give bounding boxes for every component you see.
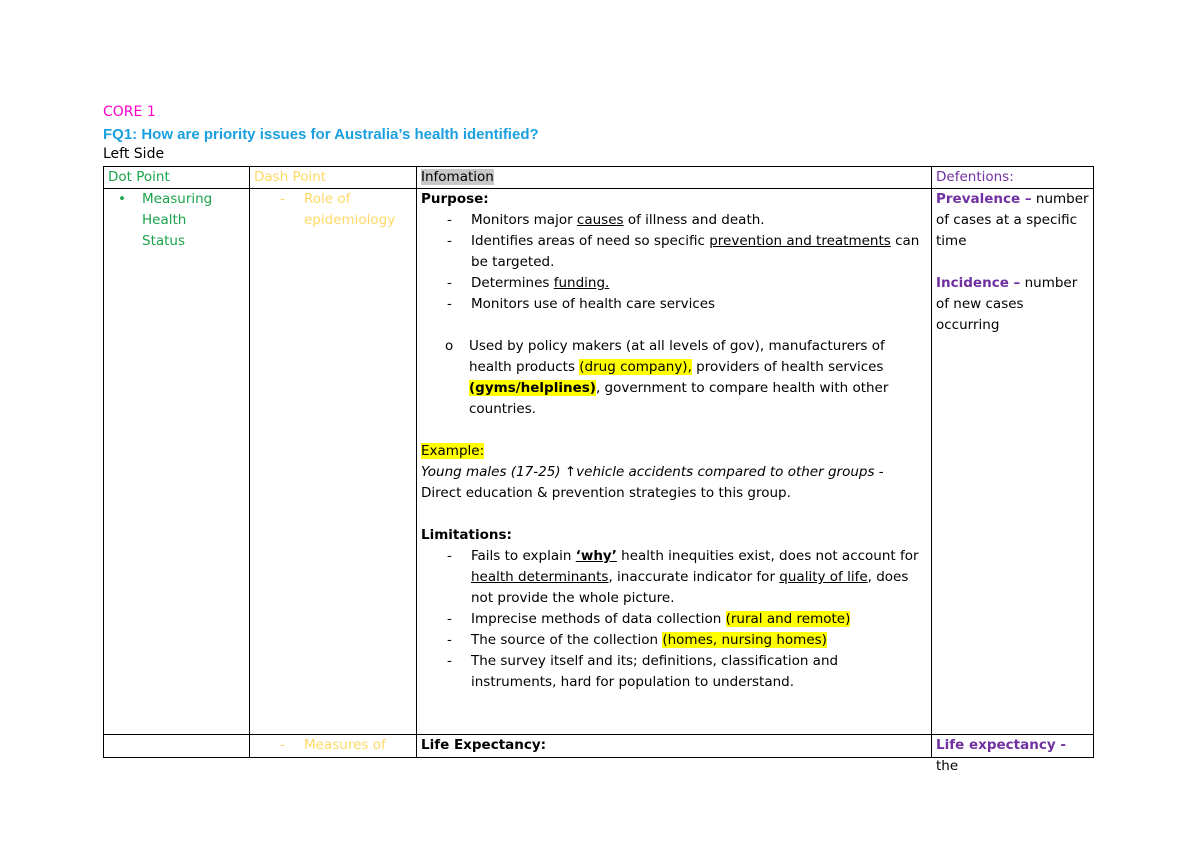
purpose-item: - Determines funding. [421,273,927,294]
users-text: Used by policy makers (at all levels of gov), manufacturers of health products (drug company), providers of health services (gyms/helplines), government to compare health with other countries. [469,338,889,417]
life-expectancy-heading: Life Expectancy: [421,737,547,753]
limitation-item: - Fails to explain ‘why’ health inequities exist, does not account for health determinants, inaccurate indicator for quality of life, does not provide the whole picture. [447,548,919,606]
dash-icon: - [447,296,452,312]
definition-incidence: Incidence – number of new cases occurring [936,275,1078,333]
header-information [417,167,932,189]
purpose-item: - Monitors use of health care services [421,294,927,315]
header-definitions: Defentions: [932,167,1094,189]
information-cell [417,735,932,758]
notes-table [103,166,1094,774]
side-label: Left Side [103,146,165,162]
limitation-item: - Imprecise methods of data collection (rural and remote) [447,611,851,627]
dash-point-cell [250,735,417,758]
dot-point-cell-empty [104,735,250,758]
purpose-item: - Identifies areas of need so specific prevention and treatments can be targeted. [421,231,927,273]
circle-bullet-icon: o [445,338,454,354]
purpose-item: - Monitors major causes of illness and death. [421,210,927,231]
dot-point-cell [104,189,250,735]
core-heading: CORE 1 [103,104,156,120]
dash-point-text: Role of epidemiology [304,191,396,228]
dash-icon: - [447,275,452,291]
dash-point-text: Measures of [304,737,386,753]
dot-point-text: Measuring Health Status [142,191,213,249]
definition-life-expectancy: Life expectancy - the [936,737,1066,774]
header-dash-point: Dash Point [250,167,417,189]
users-item [421,336,927,420]
header-information-label: Infomation [421,169,494,185]
limitations-heading: Limitations: [421,527,512,543]
table-row [104,735,1094,758]
definitions-cell [932,735,1094,774]
header-dot-point: Dot Point [104,167,250,189]
dash-point-cell [250,189,417,735]
focus-question-heading: FQ1: How are priority issues for Australia’s health identified? [103,126,539,143]
example-text: Young males (17-25) ↑vehicle accidents compared to other groups - Direct education & prevention strategies to this group. [421,464,884,501]
information-cell [417,189,932,735]
bullet-icon: • [118,191,126,207]
table-row [104,189,1094,735]
purpose-list [421,210,927,315]
table-header-row [104,167,1094,189]
example-heading: Example: [421,443,485,459]
definition-prevalence: Prevalence – number of cases at a specific time [936,191,1089,249]
definitions-cell [932,189,1094,735]
dash-icon: - [447,212,452,228]
dash-icon: - [280,191,285,207]
limitation-item: - The source of the collection (homes, nursing homes) [447,632,827,648]
limitation-item: - The survey itself and its; definitions, classification and instruments, hard for population to understand. [447,653,839,690]
dash-icon: - [447,233,452,249]
purpose-heading: Purpose: [421,191,489,207]
dash-icon: - [280,737,285,753]
